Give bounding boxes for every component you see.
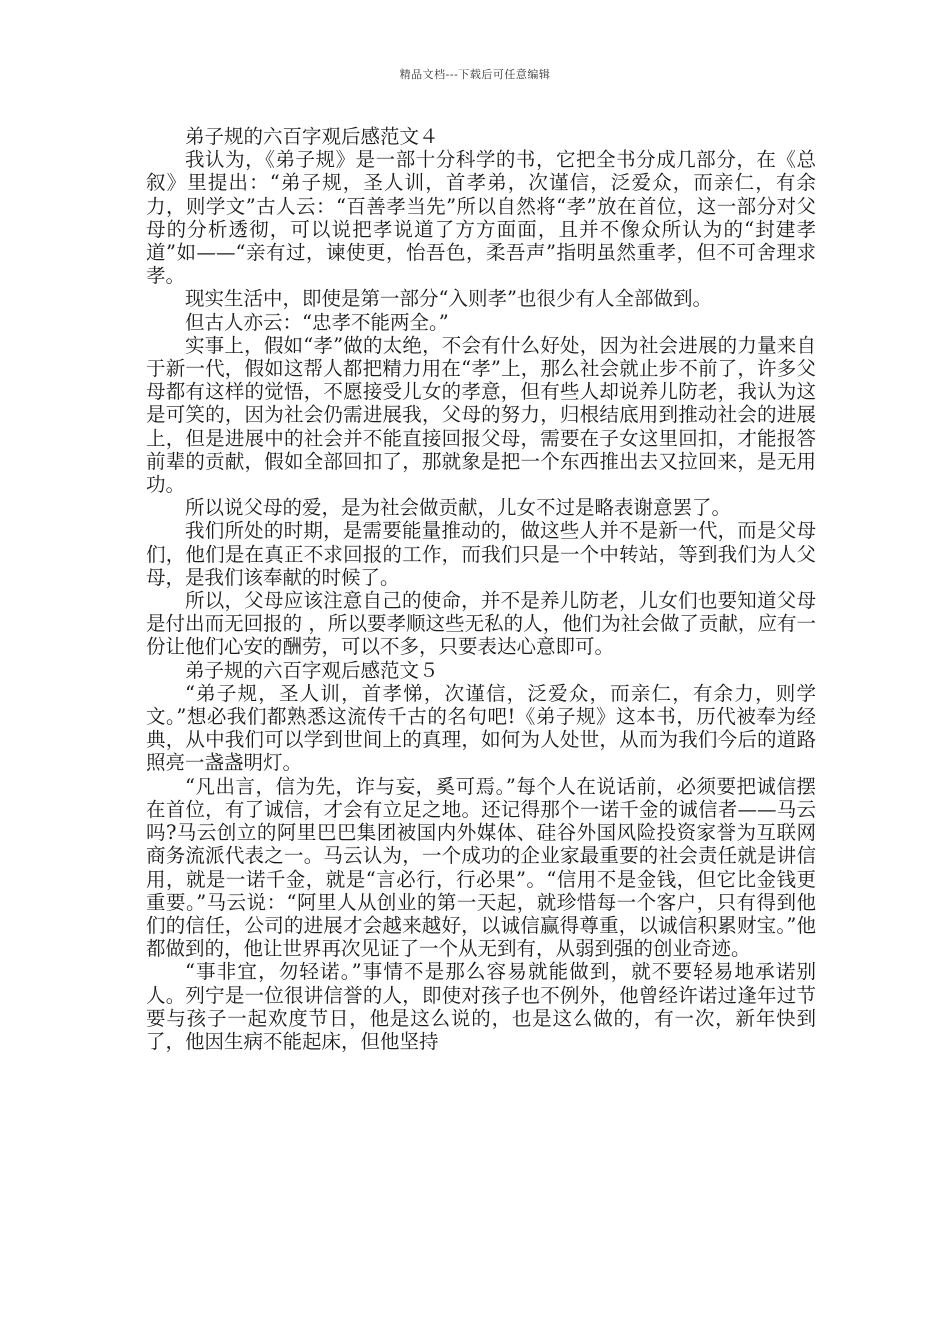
section-heading: 弟子规的六百字观后感范文５ — [185, 658, 439, 682]
paragraph: 所以说父母的爱，是为社会做贡献，儿女不过是略表谢意罢了。 — [185, 496, 732, 520]
paragraph: 实事上，假如“孝”做的太绝，不会有什么好处，因为社会进展的力量来自于新一代，假如这帮人都把精力用在“孝”上，那么社会就止步不前了，许多父母都有这样的觉悟，不愿接受儿女的孝意，但有些人却说养儿防老，我认为这是可笑的，因为社会仍需进展我，父母的努力，归根结底用到推动社会的进展上，但是进展中的社会并不能直接回报父母，需要在子女这里回扣，才能报答前辈的贡献，假如全部回扣了，那就象是把一个东西推出去又拉回来，是无用功。 — [146, 333, 816, 497]
paragraph: 现实生活中，即使是第一部分“入则孝”也很少有人全部做到。 — [185, 287, 712, 311]
document-body — [146, 125, 816, 1053]
section-heading: 弟子规的六百字观后感范文４ — [185, 125, 439, 148]
paragraph: “弟子规，圣人训，首孝悌，次谨信，泛爱众，而亲仁，有余力，则学文。”想必我们都熟悉这流传千古的名句吧!《弟子规》这本书，历代被奉为经典，从中我们可以学到世间上的真理，如何为人处世，从而为我们今后的道路照亮一盏盏明灯。 — [146, 681, 816, 775]
paragraph: “凡出言，信为先，诈与妄，奚可焉。”每个人在说话前，必须要把诚信摆在首位，有了诚信，才会有立足之地。还记得那个一诺千金的诚信者——马云吗?马云创立的阿里巴巴集团被国内外媒体、硅谷外国风险投资家誉为互联网商务流派代表之一。马云认为，一个成功的企业家最重要的社会责任就是讲信用，就是一诺千金，就是“言必行，行必果”。“信用不是金钱，但它比金钱更重要。”马云说：“阿里人从创业的第一天起，就珍惜每一个客户，只有得到他们的信任，公司的进展才会越来越好，以诚信赢得尊重，以诚信积累财宝。”他都做到的，他让世界再次见证了一个从无到有，从弱到强的创业奇迹。 — [146, 774, 816, 961]
paragraph: 所以，父母应该注意自己的使命，并不是养儿防老，儿女们也要知道父母是付出而无回报的 ，所以要孝顺这些无私的人，他们为社会做了贡献，应有一份让他们心安的酬劳，可以不多，只要表达心意即可。 — [146, 589, 816, 659]
paragraph: 但古人亦云：“忠孝不能两全。” — [185, 310, 449, 334]
page-header: 精品文档---下载后可任意编辑 — [399, 68, 551, 81]
paragraph: 我们所处的时期，是需要能量推动的，做这些人并不是新一代，而是父母们，他们是在真正不求回报的工作，而我们只是一个中转站，等到我们为人父母，是我们该奉献的时候了。 — [146, 519, 816, 589]
paragraph: 我认为，《弟子规》是一部十分科学的书，它把全书分成几部分，在《总叙》里提出：“弟子规，圣人训，首孝弟，次谨信，泛爱众，而亲仁，有余力，则学文”古人云：“百善孝当先”所以自然将“孝”放在首位，这一部分对父母的分析透彻，可以说把孝说道了方方面面，且并不像众所认为的“封建孝道”如——“亲有过，谏使更，怡吾色，柔吾声”指明虽然重孝，但不可舍理求孝。 — [146, 148, 816, 288]
paragraph: “事非宜，勿轻诺。”事情不是那么容易就能做到，就不要轻易地承诺别人。列宁是一位很讲信誉的人，即使对孩子也不例外，他曾经许诺过逢年过节要与孩子一起欢度节日，他是这么说的，也是这么做的，有一次，新年快到了，他因生病不能起床，但他坚持 — [146, 960, 816, 1053]
